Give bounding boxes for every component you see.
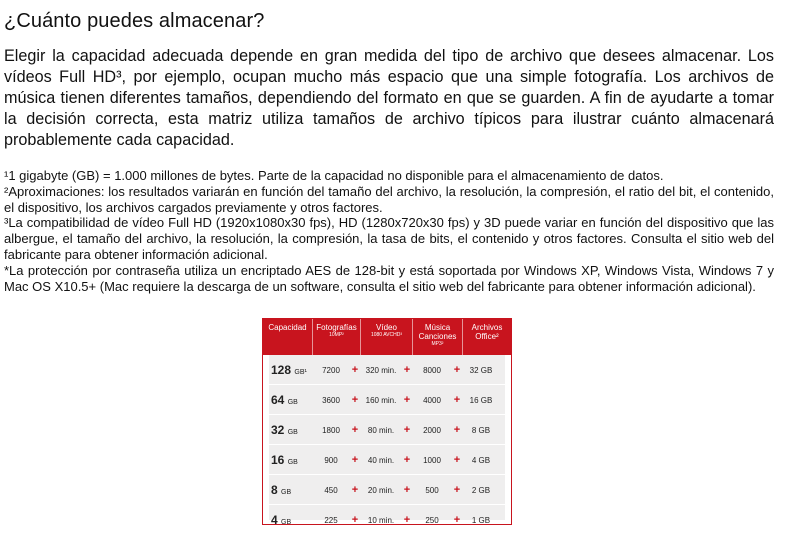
- plus-separator-icon: +: [403, 424, 411, 436]
- table-row: [269, 416, 505, 445]
- cell-office: 8 GB: [471, 425, 491, 435]
- plus-separator-icon: +: [453, 394, 461, 406]
- plus-separator-icon: +: [403, 484, 411, 496]
- plus-separator-icon: +: [351, 394, 359, 406]
- cell-video: 10 min.: [367, 515, 395, 525]
- page-title: ¿Cuánto puedes almacenar?: [4, 10, 265, 32]
- footnote-1: ¹1 gigabyte (GB) = 1.000 millones de bytes. Parte de la capacidad no disponible para el almacenamiento de datos.: [4, 168, 664, 183]
- intro-paragraph: Elegir la capacidad adecuada depende en gran medida del tipo de archivo que desees almacenar. Los vídeos Full HD³, por ejemplo, ocupan mucho más espacio que una simple fotografía. Los archivos de música tienen diferentes tamaños, dependiendo del formato en que se guarden. A fin de ayudarte a tomar la decisión correcta, esta matriz utiliza tamaños de archivo típicos para ilustrar cuánto almacenará probablemente cada capacidad.: [4, 47, 774, 149]
- table-row: [269, 506, 505, 535]
- cell-office: 16 GB: [469, 395, 493, 405]
- footnote-4: *La protección por contraseña utiliza un encriptado AES de 128-bit y está soportada por Windows XP, Windows Vista, Windows 7 y Mac OS X10.5+ (Mac requiere la descarga de un software, consulta el sitio web del fabricante para obtener información adicional).: [4, 262, 774, 294]
- capacity-unit: GB: [287, 429, 298, 436]
- cell-photos: 225: [324, 515, 338, 525]
- header-capacity: Capacidad: [263, 319, 313, 355]
- cell-music: 1000: [423, 455, 441, 465]
- row-capacity: [269, 483, 311, 497]
- table-row: [269, 356, 505, 385]
- cell-video: 160 min.: [365, 395, 397, 405]
- capacity-unit: GB: [281, 519, 292, 526]
- cell-photos: 3600: [322, 395, 340, 405]
- capacity-unit: GB: [287, 459, 298, 466]
- cell-music: 4000: [423, 395, 441, 405]
- table-header: [263, 319, 511, 355]
- cell-photos: 450: [324, 485, 338, 495]
- table-body: [269, 355, 505, 527]
- capacity-unit: GB: [281, 489, 292, 496]
- cell-music: 2000: [423, 425, 441, 435]
- plus-separator-icon: +: [351, 484, 359, 496]
- cell-photos: 1800: [322, 425, 340, 435]
- cell-photos: 7200: [322, 365, 340, 375]
- plus-separator-icon: +: [453, 424, 461, 436]
- plus-separator-icon: +: [351, 364, 359, 376]
- plus-separator-icon: +: [453, 364, 461, 376]
- cell-photos: 900: [324, 455, 338, 465]
- capacity-unit: GB¹: [294, 369, 307, 376]
- header-video: Vídeo 1080 AVCHD³: [361, 319, 413, 355]
- cell-video: 40 min.: [367, 455, 395, 465]
- capacity-number: 16: [271, 453, 285, 467]
- capacity-number: 4: [271, 513, 278, 527]
- table-row: [269, 476, 505, 505]
- cell-video: 80 min.: [367, 425, 395, 435]
- plus-separator-icon: +: [453, 454, 461, 466]
- table-row: [269, 386, 505, 415]
- header-music: Música Canciones MP3²: [413, 319, 463, 355]
- cell-video: 20 min.: [367, 485, 395, 495]
- cell-office: 32 GB: [469, 365, 493, 375]
- plus-separator-icon: +: [403, 514, 411, 526]
- capacity-unit: GB: [287, 399, 298, 406]
- plus-separator-icon: +: [453, 514, 461, 526]
- row-capacity: [269, 423, 311, 437]
- footnote-2: ²Aproximaciones: los resultados variarán en función del tamaño del archivo, la resolución, la compresión, el ratio del bit, el contenido, el dispositivo, los archivos cargados previamente y otros factores.: [4, 183, 774, 215]
- row-capacity: [269, 363, 311, 377]
- cell-office: 4 GB: [471, 455, 491, 465]
- cell-video: 320 min.: [365, 365, 397, 375]
- plus-separator-icon: +: [351, 424, 359, 436]
- capacity-table: [262, 318, 512, 525]
- cell-music: 8000: [423, 365, 441, 375]
- row-capacity: [269, 393, 311, 407]
- footnotes: [4, 168, 774, 294]
- cell-office: 1 GB: [471, 515, 491, 525]
- cell-music: 500: [425, 485, 439, 495]
- cell-office: 2 GB: [471, 485, 491, 495]
- cell-music: 250: [425, 515, 439, 525]
- capacity-number: 64: [271, 393, 285, 407]
- table-row: [269, 446, 505, 475]
- header-photos: Fotografías 10MP²: [313, 319, 361, 355]
- plus-separator-icon: +: [351, 514, 359, 526]
- row-capacity: [269, 513, 311, 527]
- capacity-number: 32: [271, 423, 285, 437]
- plus-separator-icon: +: [403, 364, 411, 376]
- header-office: Archivos Office²: [471, 323, 503, 341]
- capacity-number: 128: [271, 363, 292, 377]
- footnote-3: ³La compatibilidad de vídeo Full HD (1920x1080x30 fps), HD (1280x720x30 fps) y 3D puede variar en función del dispositivo que las albergue, el tamaño del archivo, la resolución, la compresión, la tasa de bits, el contenido y otros factores. Consulta el sitio web del fabricante para obtener información adicional.: [4, 215, 774, 262]
- plus-separator-icon: +: [351, 454, 359, 466]
- plus-separator-icon: +: [453, 484, 461, 496]
- capacity-number: 8: [271, 483, 278, 497]
- row-capacity: [269, 453, 311, 467]
- plus-separator-icon: +: [403, 454, 411, 466]
- plus-separator-icon: +: [403, 394, 411, 406]
